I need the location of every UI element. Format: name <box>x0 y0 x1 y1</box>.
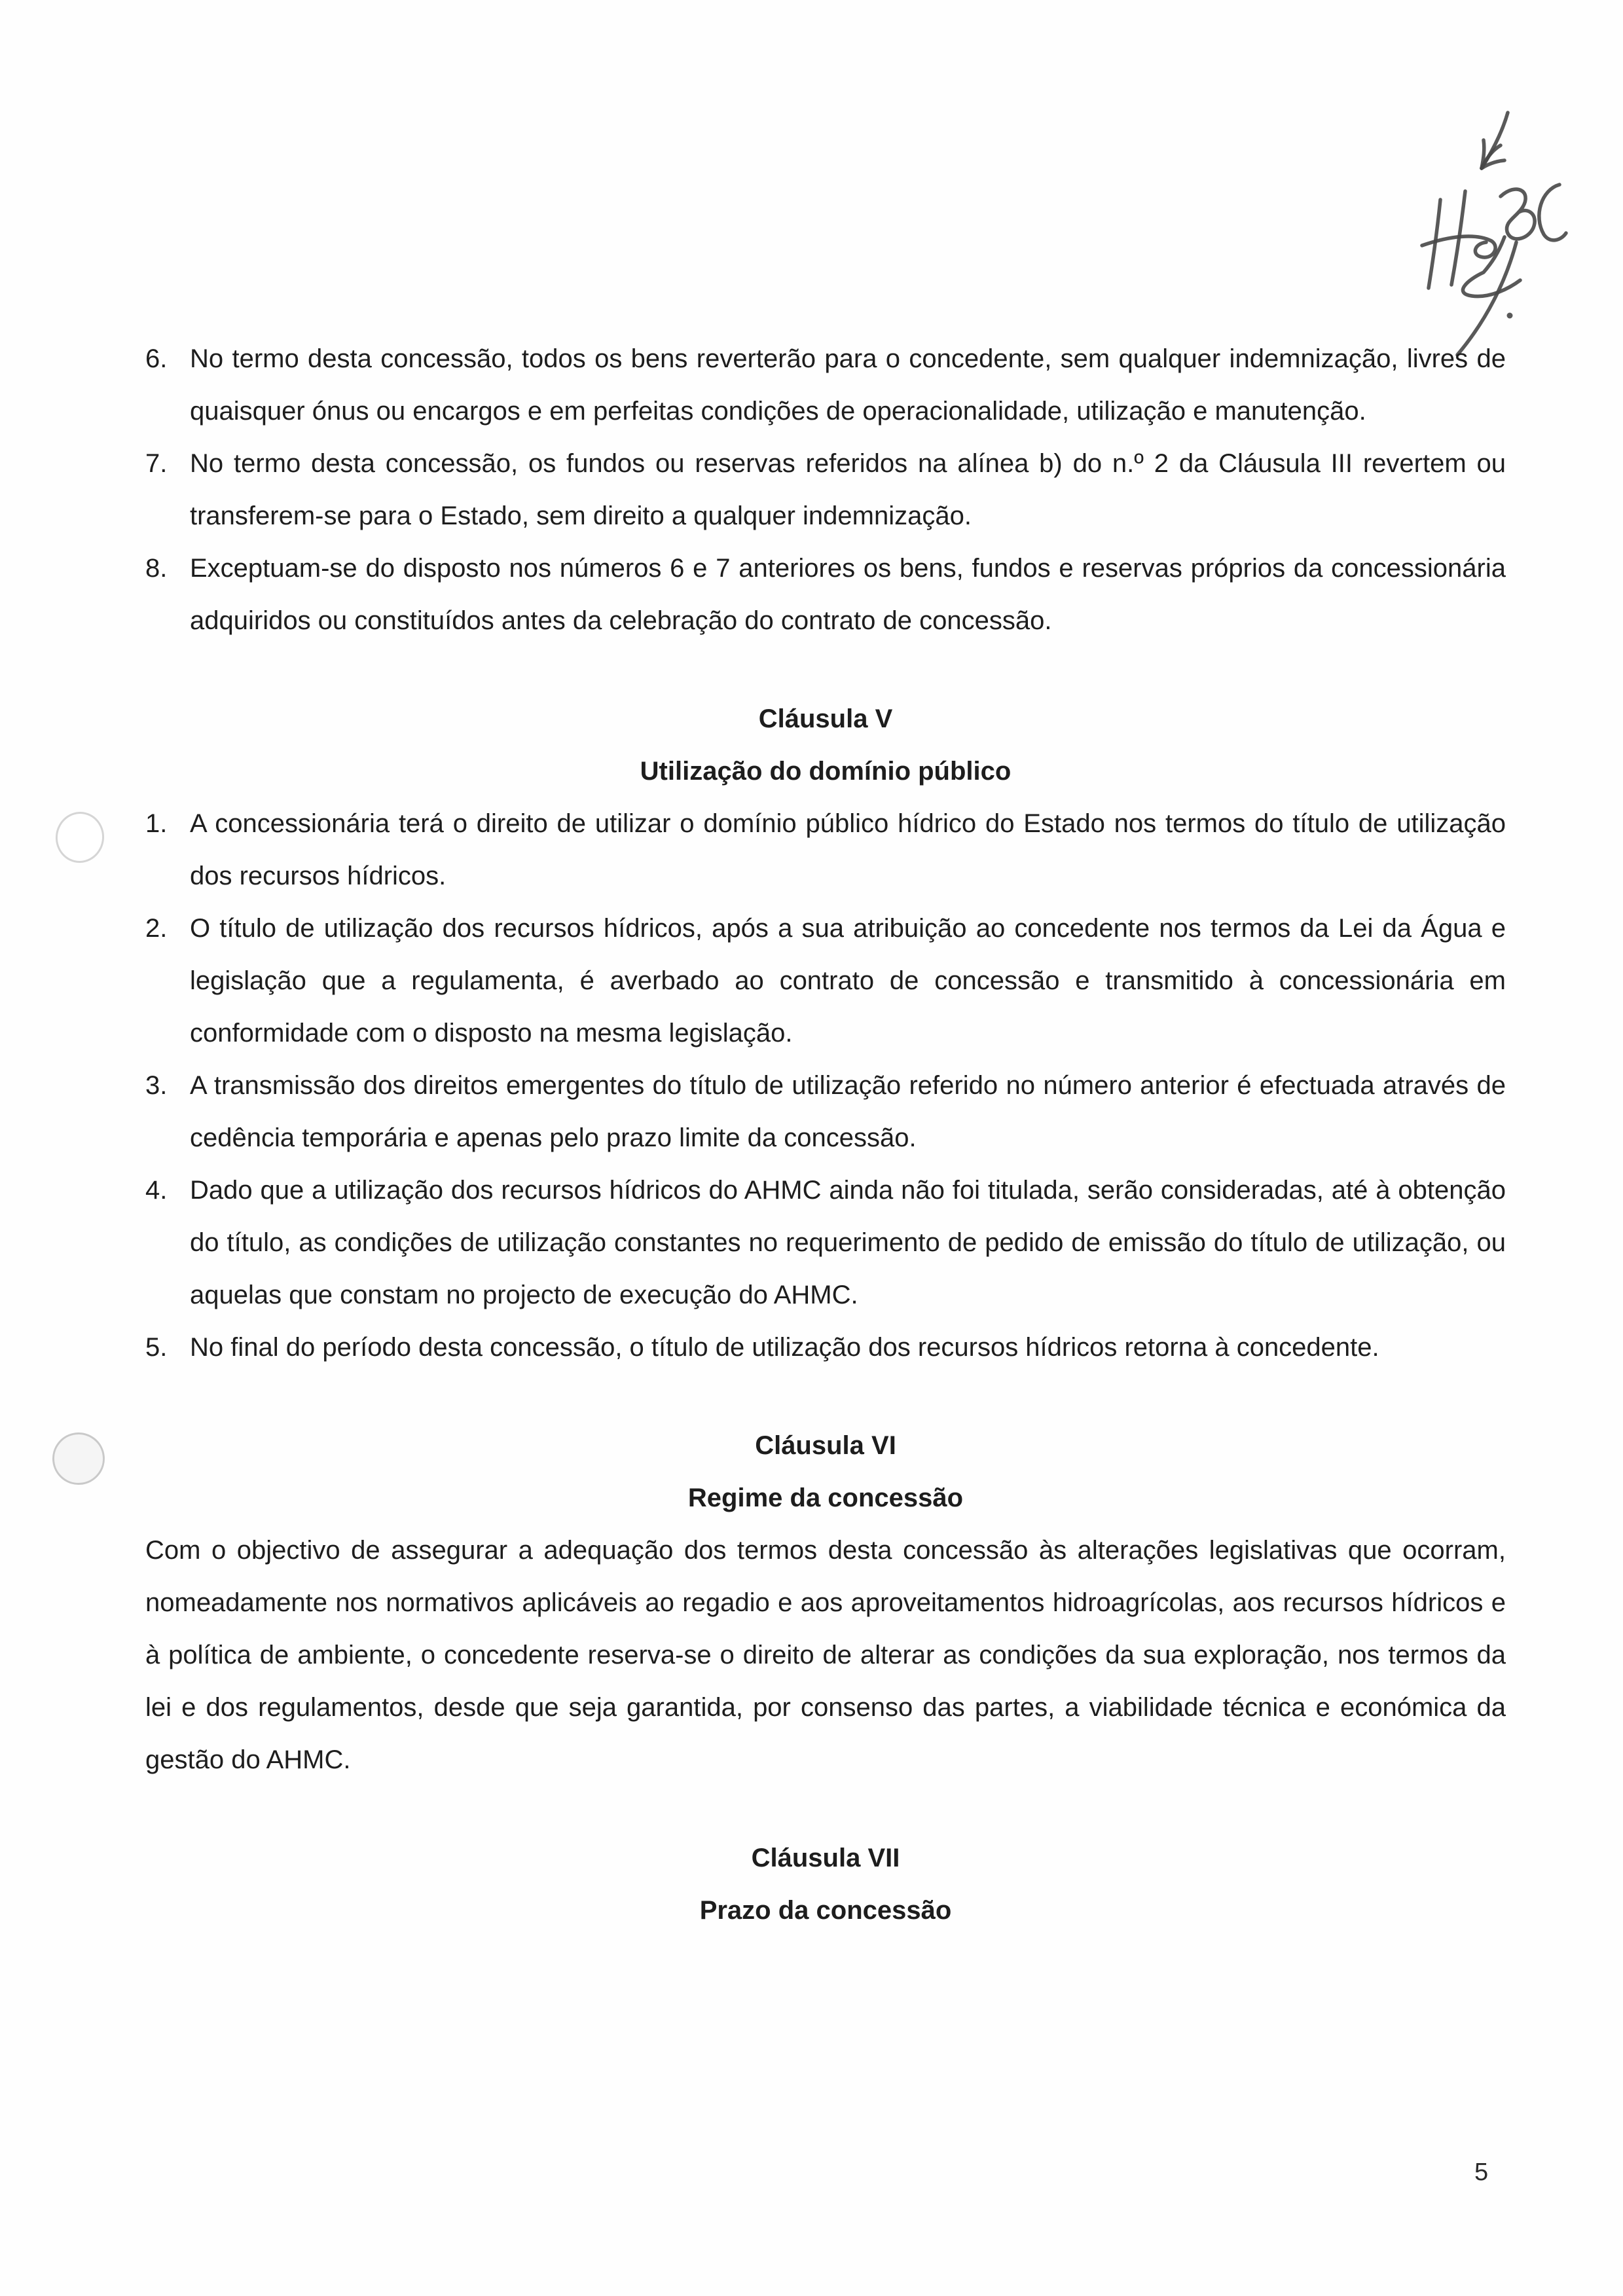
list-item-v5 <box>145 1321 1506 1374</box>
list-item-6 <box>145 333 1506 437</box>
hole-punch-mark <box>52 809 107 866</box>
item-number: 5. <box>145 1333 168 1362</box>
item-text: No termo desta concessão, os fundos ou reservas referidos na alínea b) do n.º 2 da Cláusula III revertem ou transferem-se para o Estado, sem direito a qualquer indemnização. <box>190 449 1506 530</box>
hole-punch-mark <box>50 1430 107 1487</box>
list-item-v1 <box>145 797 1506 902</box>
item-number: 2. <box>145 914 168 943</box>
item-number: 3. <box>145 1071 168 1100</box>
document-body <box>145 333 1506 1937</box>
page-number: 5 <box>1474 2159 1489 2186</box>
handwritten-arrow-icon <box>1482 113 1508 168</box>
clausula-v-subtitle: Utilização do domínio público <box>640 757 1012 786</box>
item-number: 8. <box>145 554 168 583</box>
clausula-v-heading <box>145 693 1506 797</box>
item-text: Exceptuam-se do disposto nos números 6 e 7 anteriores os bens, fundos e reservas próprios da concessionária adquiridos ou constituídos antes da celebração do contrato de concessão. <box>190 554 1506 635</box>
item-text: A concessionária terá o direito de utilizar o domínio público hídrico do Estado nos termos do título de utilização dos recursos hídricos. <box>190 809 1506 890</box>
clausula-vi-heading <box>145 1419 1506 1524</box>
item-number: 6. <box>145 344 168 373</box>
clausula-vi-subtitle: Regime da concessão <box>687 1484 964 1512</box>
item-number: 4. <box>145 1176 168 1205</box>
item-text: No termo desta concessão, todos os bens reverterão para o concedente, sem qualquer indemnização, livres de quaisquer ónus ou encargos e em perfeitas condições de operacionalidade, utilização e manutenção. <box>190 344 1506 426</box>
item-text: O título de utilização dos recursos hídricos, após a sua atribuição ao concedente nos termos da Lei da Água e legislação que a regulamenta, é averbado ao contrato de concessão e transmitido à concessionária em conformidade com o disposto na mesma legislação. <box>190 914 1506 1048</box>
list-item-v4 <box>145 1164 1506 1321</box>
list-item-v2 <box>145 902 1506 1059</box>
item-text: No final do período desta concessão, o título de utilização dos recursos hídricos retorna à concedente. <box>190 1333 1379 1362</box>
clausula-vi-body: Com o objectivo de assegurar a adequação dos termos desta concessão às alterações legislativas que ocorram, nomeadamente nos normativos aplicáveis ao regadio e aos aproveitamentos hidroagrícolas, aos recursos hídricos e à política de ambiente, o concedente reserva-se o direito de alterar as condições da sua exploração, nos termos da lei e dos regulamentos, desde que seja garantida, por consenso das partes, a viabilidade técnica e económica da gestão do AHMC. <box>145 1536 1506 1774</box>
list-item-8 <box>145 542 1506 647</box>
handwritten-signature-strokes <box>1422 185 1566 355</box>
clausula-vi-title: Cláusula VI <box>755 1431 896 1460</box>
item-text: A transmissão dos direitos emergentes do título de utilização referido no número anterior é efectuada através de cedência temporária e apenas pelo prazo limite da concessão. <box>190 1071 1506 1152</box>
item-number: 7. <box>145 449 168 478</box>
clausula-vii-subtitle: Prazo da concessão <box>699 1896 952 1925</box>
handwritten-initials-icon <box>1388 85 1584 367</box>
item-number: 1. <box>145 809 168 838</box>
clausula-v-title: Cláusula V <box>758 704 893 733</box>
list-item-v3 <box>145 1059 1506 1164</box>
clausula-vii-title: Cláusula VII <box>751 1844 900 1872</box>
clausula-vii-heading <box>145 1832 1506 1937</box>
list-item-7 <box>145 437 1506 542</box>
item-text: Dado que a utilização dos recursos hídricos do AHMC ainda não foi titulada, serão consideradas, até à obtenção do título, as condições de utilização constantes no requerimento de pedido de emissão do título de utilização, ou aquelas que constam no projecto de execução do AHMC. <box>190 1176 1506 1309</box>
